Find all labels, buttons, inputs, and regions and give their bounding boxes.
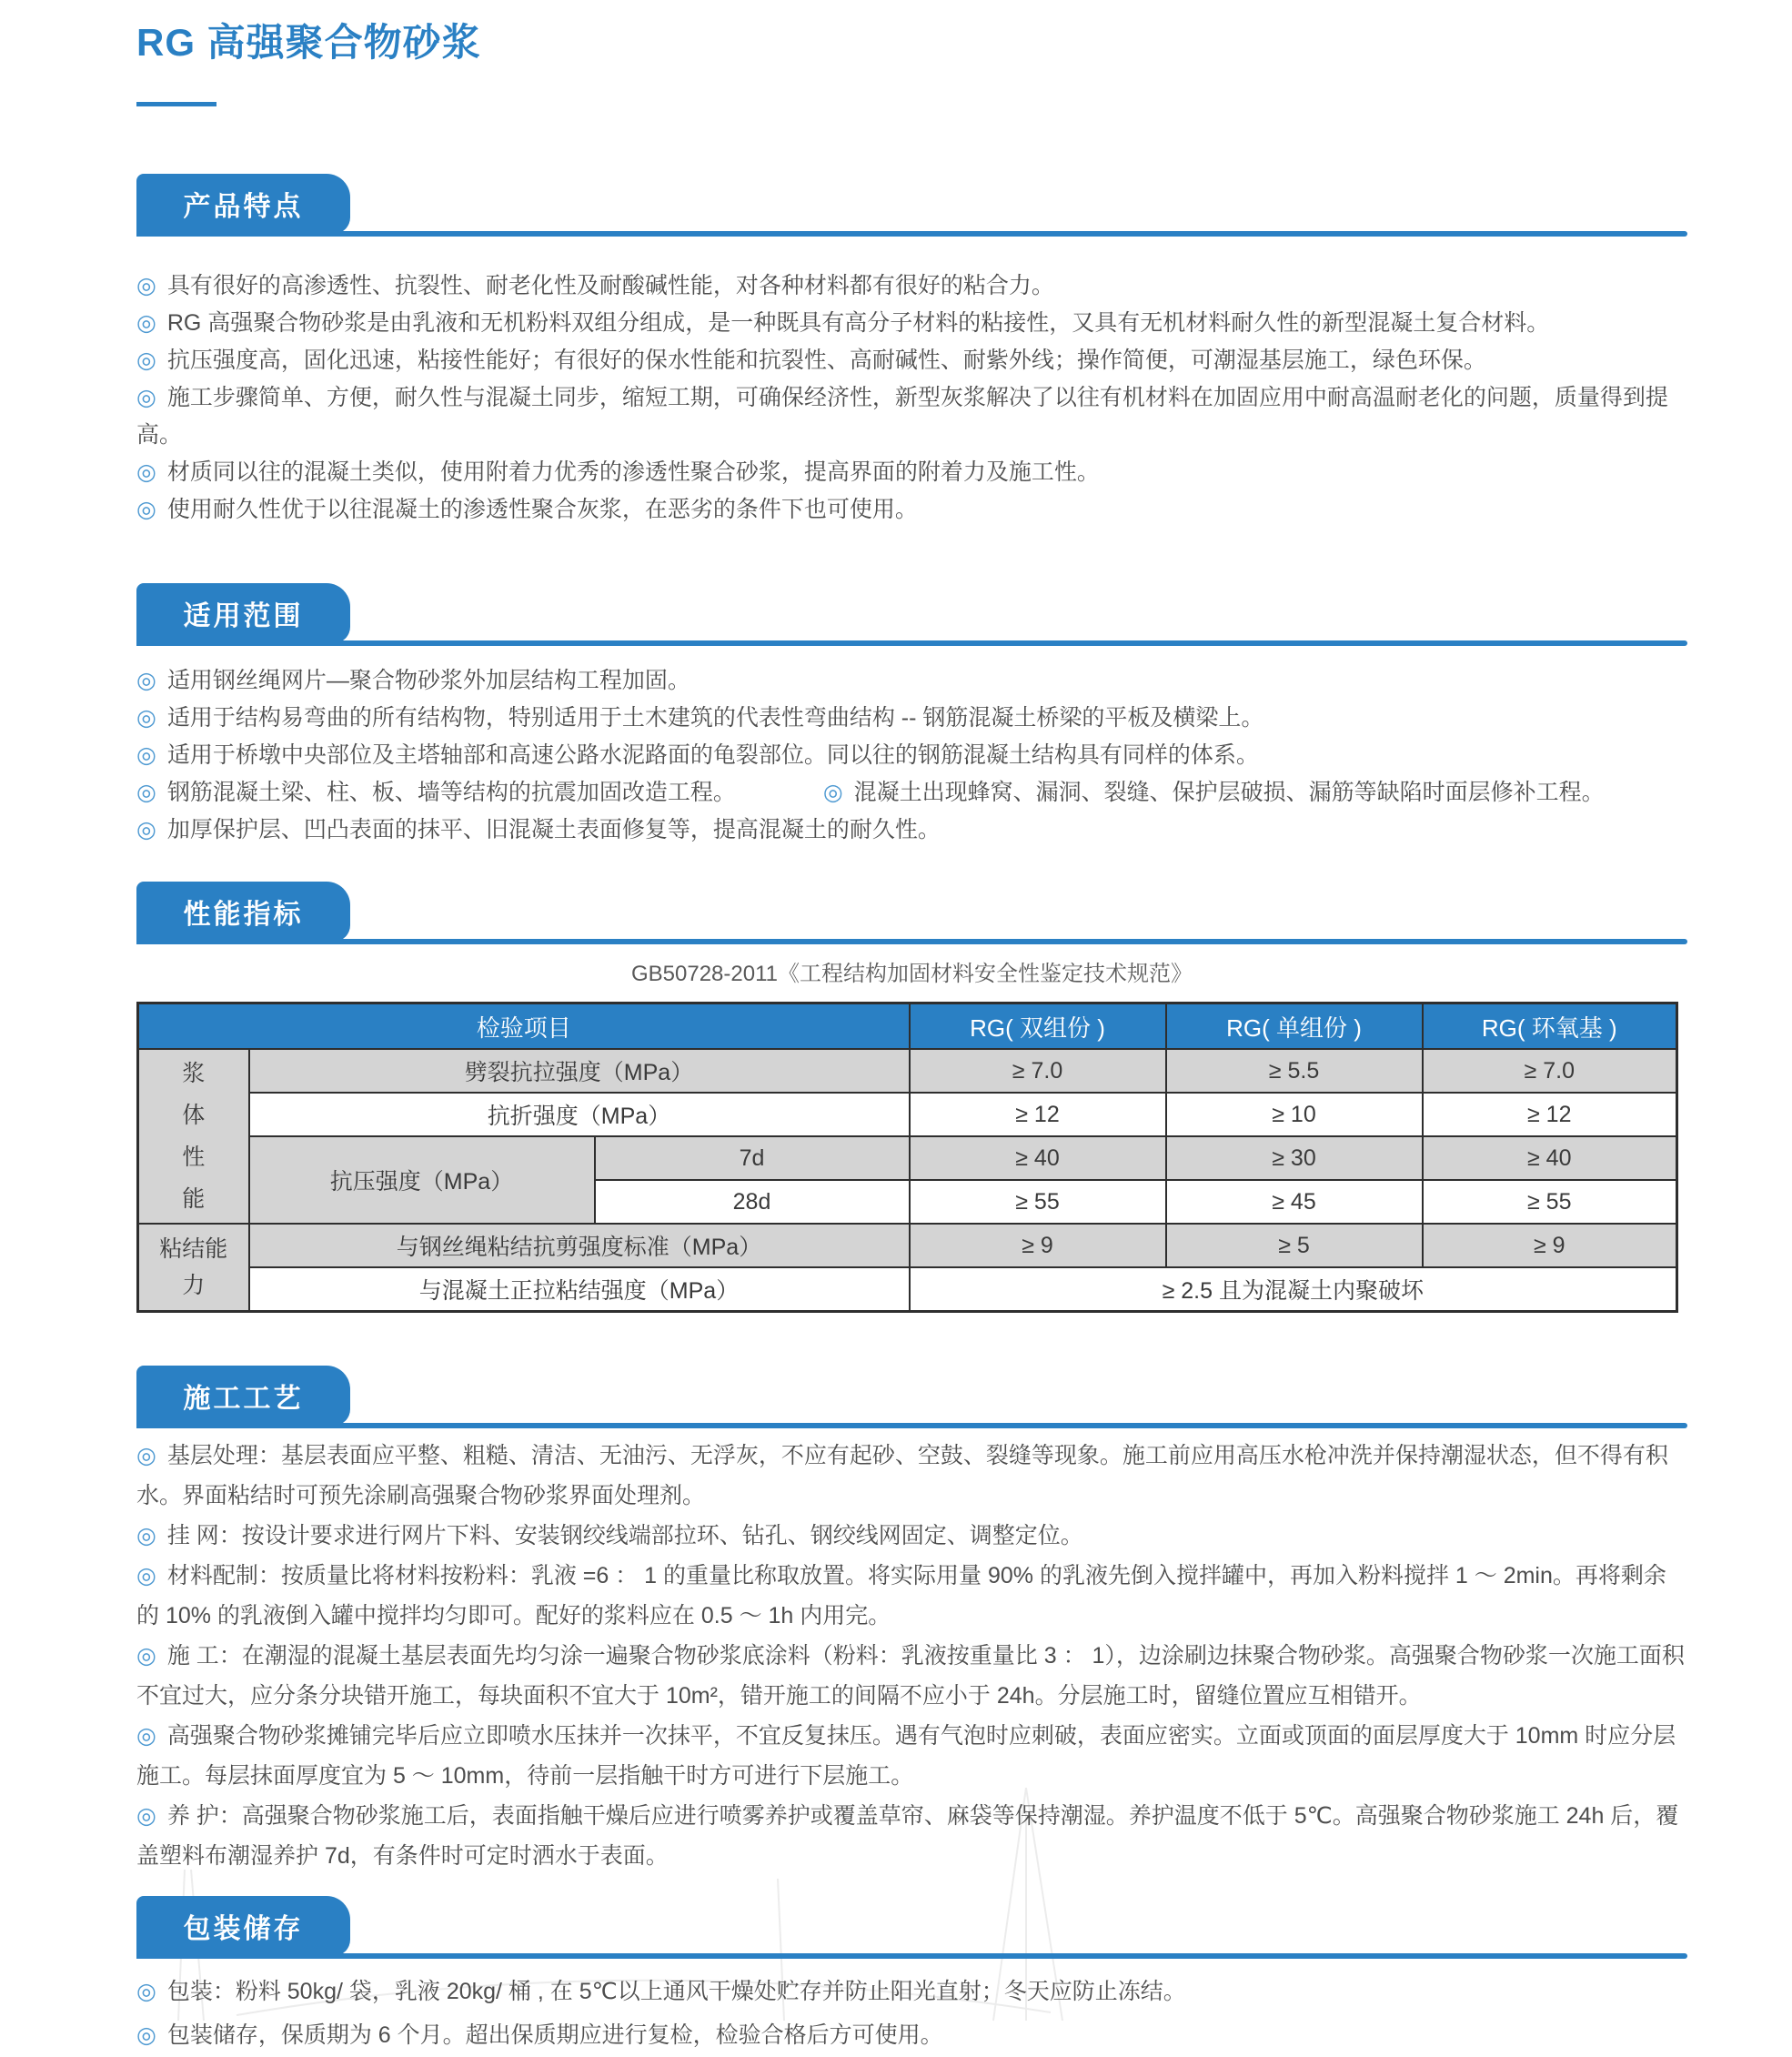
page-title: RG 高强聚合物砂浆	[136, 21, 481, 64]
bullet-item	[136, 737, 1687, 774]
table-row	[138, 1049, 1677, 1093]
value-cell: ≥ 40	[1423, 1136, 1677, 1180]
row-label-compressive: 抗压强度（MPa）	[249, 1136, 595, 1224]
group-cell-bond	[138, 1224, 249, 1312]
bullet-text: 钢筋混凝土梁、柱、板、墙等结构的抗震加固改造工程。	[166, 780, 736, 806]
bullet-item	[136, 267, 1687, 305]
bullet-icon: ◎	[136, 742, 156, 769]
value-cell: ≥ 7.0	[1423, 1049, 1677, 1093]
section-scope-header	[136, 583, 1687, 646]
section-scope-badge: 适用范围	[136, 583, 350, 643]
header-cell-rg2: RG( 双组份 )	[910, 1003, 1166, 1050]
section-rule	[136, 939, 1687, 944]
bullet-text: 抗压强度高，固化迅速，粘接性能好；有很好的保水性能和抗裂性、高耐碱性、耐紫外线；操作简便，可潮湿基层施工，绿色环保。	[166, 348, 1486, 374]
bullet-text: 混凝土出现蜂窝、漏洞、裂缝、保护层破损、漏筋等缺陷时面层修补工程。	[853, 780, 1605, 806]
bullet-text: 具有很好的高渗透性、抗裂性、耐老化性及耐酸碱性能，对各种材料都有很好的粘合力。	[166, 273, 1054, 299]
value-cell: ≥ 5	[1166, 1224, 1423, 1267]
value-cell: ≥ 9	[910, 1224, 1166, 1267]
value-cell: ≥ 5.5	[1166, 1049, 1423, 1093]
bullet-icon: ◎	[136, 459, 156, 486]
bullet-item	[136, 379, 1687, 454]
row-label: 劈裂抗拉强度（MPa）	[249, 1049, 910, 1093]
bullet-icon: ◎	[136, 705, 156, 731]
bullet-item	[136, 305, 1687, 342]
section-rule	[136, 231, 1687, 237]
bullet-icon: ◎	[136, 817, 156, 843]
bullet-text: RG 高强聚合物砂浆是由乳液和无机粉料双组分组成，是一种既具有高分子材料的粘接性，又具有无机材料耐久性的新型混凝土复合材料。	[166, 310, 1550, 337]
bullet-text: 高强聚合物砂浆摊铺完毕后应立即喷水压抹并一次抹平，不宜反复抹压。遇有气泡时应刺破，表面应密实。立面或顶面的面层厚度大于 10mm 时应分层施工。每层抹面厚度宜为 5 ～ 10mm，待前一层指触干时方可进行下层施工。	[136, 1723, 1676, 1790]
bullet-text: 使用耐久性优于以往混凝土的渗透性聚合灰浆，在恶劣的条件下也可使用。	[166, 497, 918, 523]
section-performance-header	[136, 882, 1687, 944]
value-cell: ≥ 55	[910, 1180, 1166, 1224]
bullet-item	[136, 1636, 1687, 1716]
bullet-item	[136, 2013, 1687, 2057]
table-row	[138, 1224, 1677, 1267]
section-rule	[136, 1423, 1687, 1428]
value-cell: ≥ 40	[910, 1136, 1166, 1180]
section-packaging-header	[136, 1896, 1687, 1959]
header-cell-item: 检验项目	[138, 1003, 910, 1050]
bullet-text: 材料配制：按质量比将材料按粉料：乳液 =6 ： 1 的重量比称取放置。将实际用量 90% 的乳液先倒入搅拌罐中，再加入粉料搅拌 1 ～ 2min。再将剩余的 10% 的乳液倒入罐中搅拌均匀即可。配好的浆料应在 0.5 ～ 1h 内用完。	[136, 1563, 1666, 1629]
row-label: 与钢丝绳粘结抗剪强度标准（MPa）	[249, 1224, 910, 1267]
bullet-item	[136, 812, 1687, 849]
row-label: 抗折强度（MPa）	[249, 1093, 910, 1136]
bullet-icon: ◎	[136, 668, 156, 694]
bullet-text: 适用于桥墩中央部位及主塔轴部和高速公路水泥路面的龟裂部位。同以往的钢筋混凝土结构具有同样的体系。	[166, 742, 1259, 769]
value-cell: ≥ 9	[1423, 1224, 1677, 1267]
bullet-text: 适用钢丝绳网片—聚合物砂浆外加层结构工程加固。	[166, 668, 690, 694]
bullet-text: 养 护：高强聚合物砂浆施工后，表面指触干燥后应进行喷雾养护或覆盖草帘、麻袋等保持潮湿。养护温度不低于 5℃。高强聚合物砂浆施工 24h 后，覆盖塑料布潮湿养护 7d，有条件时可定时洒水于表面。	[136, 1803, 1679, 1870]
group-label: 浆体性能	[182, 1061, 206, 1213]
table-row	[138, 1093, 1677, 1136]
bullet-icon: ◎	[136, 1723, 156, 1749]
bullet-item	[136, 1556, 1687, 1636]
value-cell: ≥ 55	[1423, 1180, 1677, 1224]
section-packaging-badge: 包装储存	[136, 1896, 350, 1956]
table-caption: GB50728-2011《工程结构加固材料安全性鉴定技术规范》	[630, 962, 1193, 987]
bullet-icon: ◎	[136, 310, 156, 337]
header-cell-rg1: RG( 单组份 )	[1166, 1003, 1423, 1050]
value-cell: ≥ 12	[910, 1093, 1166, 1136]
bullet-icon: ◎	[136, 1523, 156, 1549]
bullet-icon: ◎	[136, 780, 156, 806]
scope-bullet-list	[136, 662, 1687, 849]
bullet-text: 基层处理：基层表面应平整、粗糙、清洁、无油污、无浮灰，不应有起砂、空鼓、裂缝等现象。施工前应用高压水枪冲洗并保持潮湿状态，但不得有积水。界面粘结时可预先涂刷高强聚合物砂浆界面处理剂。	[136, 1443, 1668, 1509]
header-cell-rge: RG( 环氧基 )	[1423, 1003, 1677, 1050]
value-cell-merged: ≥ 2.5 且为混凝土内聚破坏	[910, 1267, 1677, 1312]
bullet-icon: ◎	[136, 1803, 156, 1830]
value-cell: ≥ 45	[1166, 1180, 1423, 1224]
bullet-text: 施 工：在潮湿的混凝土基层表面先均匀涂一遍聚合物砂浆底涂料（粉料：乳液按重量比 3 ： 1），边涂刷边抹聚合物砂浆。高强聚合物砂浆一次施工面积不宜过大，应分条分块错开施工，每块面积不宜大于 10m²，错开施工的间隔不应小于 24h。分层施工时，留缝位置应互相错开。	[136, 1643, 1685, 1709]
features-bullet-list	[136, 267, 1687, 529]
bullet-icon: ◎	[136, 1979, 156, 2005]
bullet-icon: ◎	[136, 497, 156, 523]
bullet-text: 材质同以往的混凝土类似，使用附着力优秀的渗透性聚合砂浆，提高界面的附着力及施工性。	[166, 459, 1100, 486]
bullet-icon: ◎	[136, 1563, 156, 1589]
value-cell: ≥ 12	[1423, 1093, 1677, 1136]
bullet-icon: ◎	[136, 2022, 156, 2049]
sub-label: 7d	[595, 1136, 910, 1180]
bullet-item	[136, 1716, 1687, 1796]
group-label: 粘结能力	[159, 1236, 228, 1299]
table-header-row	[138, 1003, 1677, 1050]
bullet-icon: ◎	[136, 348, 156, 374]
bullet-text: 加厚保护层、凹凸表面的抹平、旧混凝土表面修复等，提高混凝土的耐久性。	[166, 817, 941, 843]
section-features-badge: 产品特点	[136, 174, 350, 234]
table-row	[138, 1267, 1677, 1312]
bullet-text: 包装：粉料 50kg/ 袋，乳液 20kg/ 桶 , 在 5℃以上通风干燥处贮存并防止阳光直射；冬天应防止冻结。	[166, 1979, 1186, 2005]
process-bullet-list	[136, 1436, 1687, 1876]
bullet-text: 适用于结构易弯曲的所有结构物，特别适用于土木建筑的代表性弯曲结构 -- 钢筋混凝土桥梁的平板及横梁上。	[166, 705, 1264, 731]
section-rule	[136, 640, 1687, 646]
packaging-bullet-list	[136, 1970, 1687, 2057]
bullet-icon: ◎	[822, 780, 843, 806]
bullet-text: 施工步骤简单、方便，耐久性与混凝土同步，缩短工期，可确保经济性，新型灰浆解决了以往有机材料在加固应用中耐高温耐老化的问题，质量得到提高。	[136, 385, 1668, 449]
section-process-header	[136, 1366, 1687, 1428]
bullet-item	[136, 454, 1687, 491]
bullet-icon: ◎	[136, 1443, 156, 1469]
bullet-icon: ◎	[136, 1643, 156, 1669]
performance-table	[136, 1002, 1678, 1313]
bullet-icon: ◎	[136, 273, 156, 299]
section-process-badge: 施工工艺	[136, 1366, 350, 1426]
bullet-item	[136, 700, 1687, 737]
section-rule	[136, 1953, 1687, 1959]
bullet-text: 包装储存，保质期为 6 个月。超出保质期应进行复检，检验合格后方可使用。	[166, 2022, 943, 2049]
value-cell: ≥ 30	[1166, 1136, 1423, 1180]
bullet-item	[136, 1796, 1687, 1876]
bullet-item	[136, 1516, 1687, 1556]
value-cell: ≥ 10	[1166, 1093, 1423, 1136]
sub-label: 28d	[595, 1180, 910, 1224]
bullet-item	[136, 342, 1687, 379]
bullet-item	[136, 662, 1687, 700]
title-underline	[136, 102, 216, 106]
value-cell: ≥ 7.0	[910, 1049, 1166, 1093]
bullet-text: 挂 网：按设计要求进行网片下料、安装钢绞线端部拉环、钻孔、钢绞线网固定、调整定位。	[166, 1523, 1083, 1549]
section-performance-badge: 性能指标	[136, 882, 350, 942]
bullet-icon: ◎	[136, 385, 156, 411]
bullet-item-pair	[136, 774, 1687, 812]
bullet-item	[136, 1970, 1687, 2013]
row-label: 与混凝土正拉粘结强度（MPa）	[249, 1267, 910, 1312]
table-row	[138, 1136, 1677, 1180]
bullet-item	[136, 491, 1687, 529]
bullet-item	[136, 1436, 1687, 1516]
section-features-header	[136, 174, 1687, 237]
group-cell-paste	[138, 1049, 249, 1224]
